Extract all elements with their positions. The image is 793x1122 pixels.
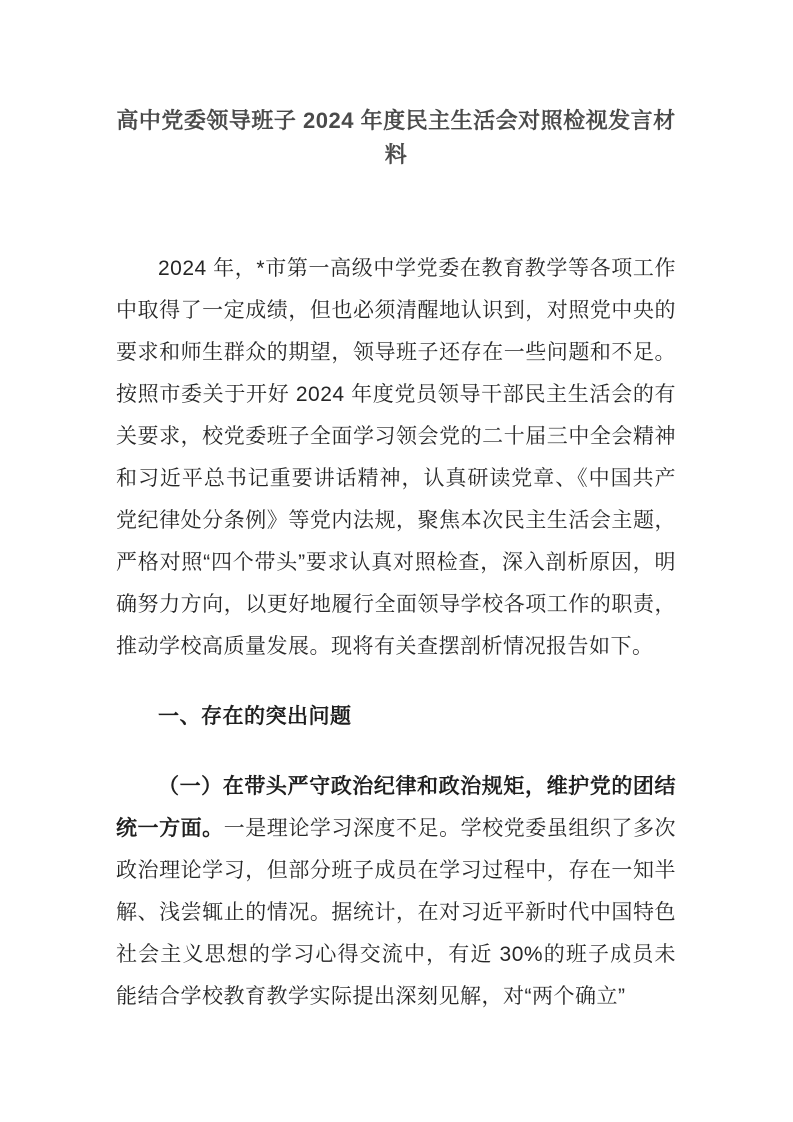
issue-paragraph-1: [116, 766, 676, 1018]
document-title: 高中党委领导班子 2024 年度民主生活会对照检视发言材料: [116, 108, 676, 167]
section-heading-problems: 一、存在的突出问题: [158, 705, 352, 728]
issue-paragraph-1-body: 一是理论学习深度不足。学校党委虽组织了多次政治理论学习，但部分班子成员在学习过程中，存在一知半解、浅尝辄止的情况。据统计，在对习近平新时代中国特色社会主义思想的学习心得交流中，有近 30%的班子成员未能结合学校教育教学实际提出深刻见解，对“两个确立”: [116, 817, 677, 1008]
issue-paragraph-1-lead: （一）在带头严守政治纪律和政治规矩，维护党的团结统一方面。: [116, 775, 676, 840]
intro-paragraph: 2024 年，*市第一高级中学党委在教育教学等各项工作中取得了一定成绩，但也必须清醒地认识到，对照党中央的要求和师生群众的期望，领导班子还存在一些问题和不足。按照市委关于开好 2024 年度党员领导干部民主生活会的有关要求，校党委班子全面学习领会党的二十届三中全会精神和习近平总书记重要讲话精神，认真研读党章、《中国共产党纪律处分条例》等党内法规，聚焦本次民主生活会主题，严格对照“四个带头”要求认真对照检查，深入剖析原因，明确努力方向，以更好地履行全面领导学校各项工作的职责，推动学校高质量发展。现将有关查摆剖析情况报告如下。: [116, 257, 676, 658]
